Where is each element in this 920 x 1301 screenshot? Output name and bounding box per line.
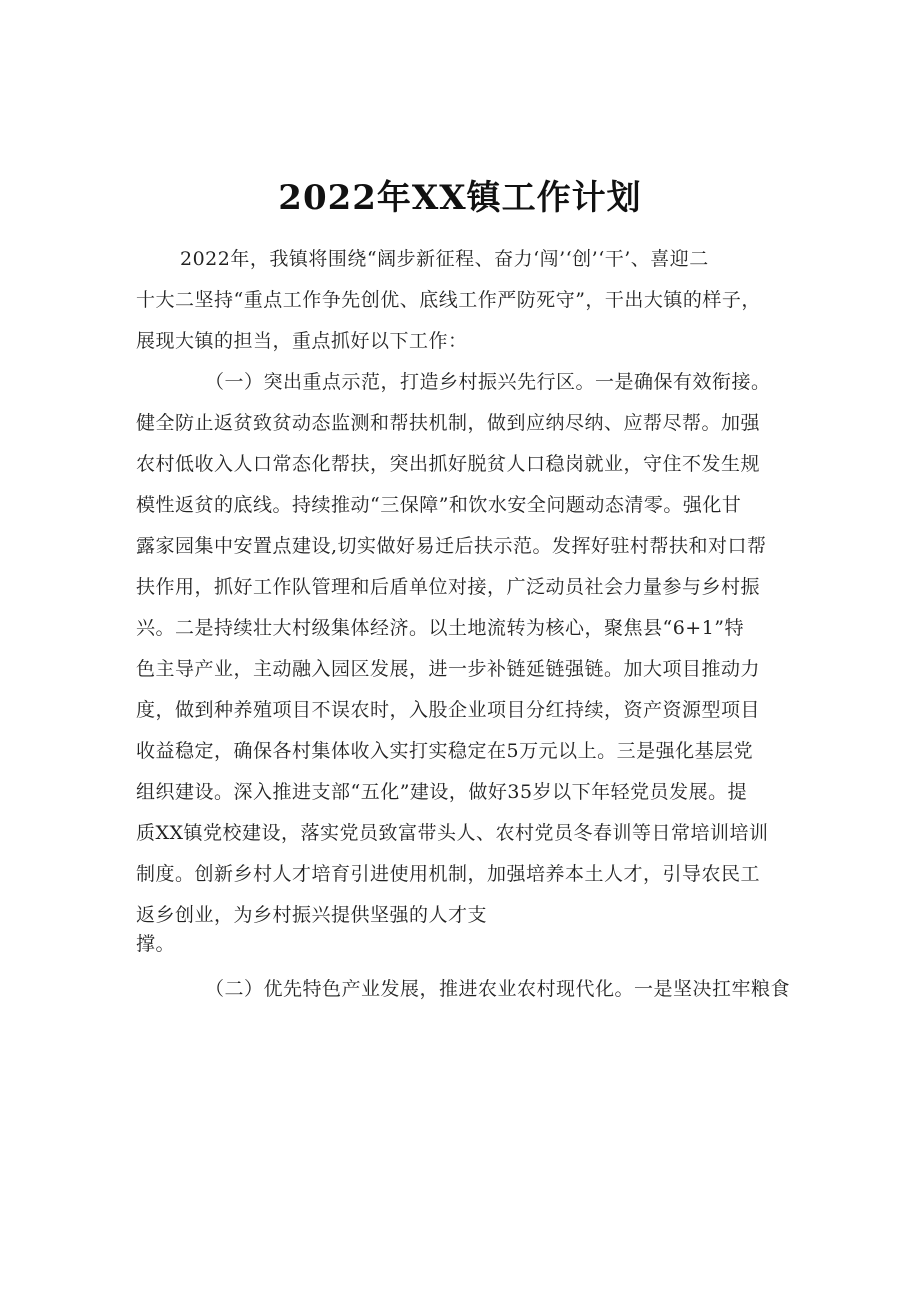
paragraph-line: 返乡创业，为乡村振兴提供坚强的人才支: [136, 904, 488, 926]
paragraph-line: （一）突出重点示范，打造乡村振兴先行区。一是确保有效衔接。: [205, 371, 771, 393]
paragraph-line: （二）优先特色产业发展，推进农业农村现代化。一是坚决扛牢粮食: [205, 978, 791, 1000]
paragraph-line: 展现大镇的担当，重点抓好以下工作：: [136, 330, 468, 352]
paragraph-line: 扶作用，抓好工作队管理和后盾单位对接，广泛动员社会力量参与乡村振: [136, 576, 761, 598]
paragraph-line: 露家园集中安置点建设,切实做好易迁后扶示范。发挥好驻村帮扶和对口帮: [136, 535, 767, 557]
paragraph-line: 农村低收入人口常态化帮扶，突出抓好脱贫人口稳岗就业，守住不发生规: [136, 453, 761, 475]
paragraph-line: 模性返贫的底线。持续推动“三保障”和饮水安全问题动态清零。强化甘: [136, 494, 742, 516]
document-title: 2022年XX镇工作计划: [278, 178, 642, 218]
paragraph-line: 兴。二是持续壮大村级集体经济。以土地流转为核心，聚焦县“6+1”特: [136, 617, 745, 639]
paragraph-line: 撑。: [136, 933, 176, 955]
paragraph-line: 制度。创新乡村人才培育引进使用机制，加强培养本土人才，引导农民工: [136, 863, 761, 885]
paragraph-line: 质XX镇党校建设，落实党员致富带头人、农村党员冬春训等日常培训培训: [136, 822, 769, 844]
paragraph-line: 度，做到种养殖项目不误农时，入股企业项目分红持续，资产资源型项目: [136, 699, 761, 721]
paragraph-line: 收益稳定，确保各村集体收入实打实稳定在5万元以上。三是强化基层党: [136, 740, 754, 762]
paragraph-line: 组织建设。深入推进支部“五化”建设，做好35岁以下年轻党员发展。提: [136, 781, 748, 803]
paragraph-line: 十大二坚持“重点工作争先创优、底线工作严防死守”，干出大镇的样子，: [136, 289, 761, 311]
paragraph-line: 健全防止返贫致贫动态监测和帮扶机制，做到应纳尽纳、应帮尽帮。加强: [136, 412, 761, 434]
paragraph-line: 2022年，我镇将围绕“阔步新征程、奋力‘闯’‘创’‘干’、喜迎二: [180, 248, 709, 270]
paragraph-line: 色主导产业，主动融入园区发展，进一步补链延链强链。加大项目推动力: [136, 658, 761, 680]
